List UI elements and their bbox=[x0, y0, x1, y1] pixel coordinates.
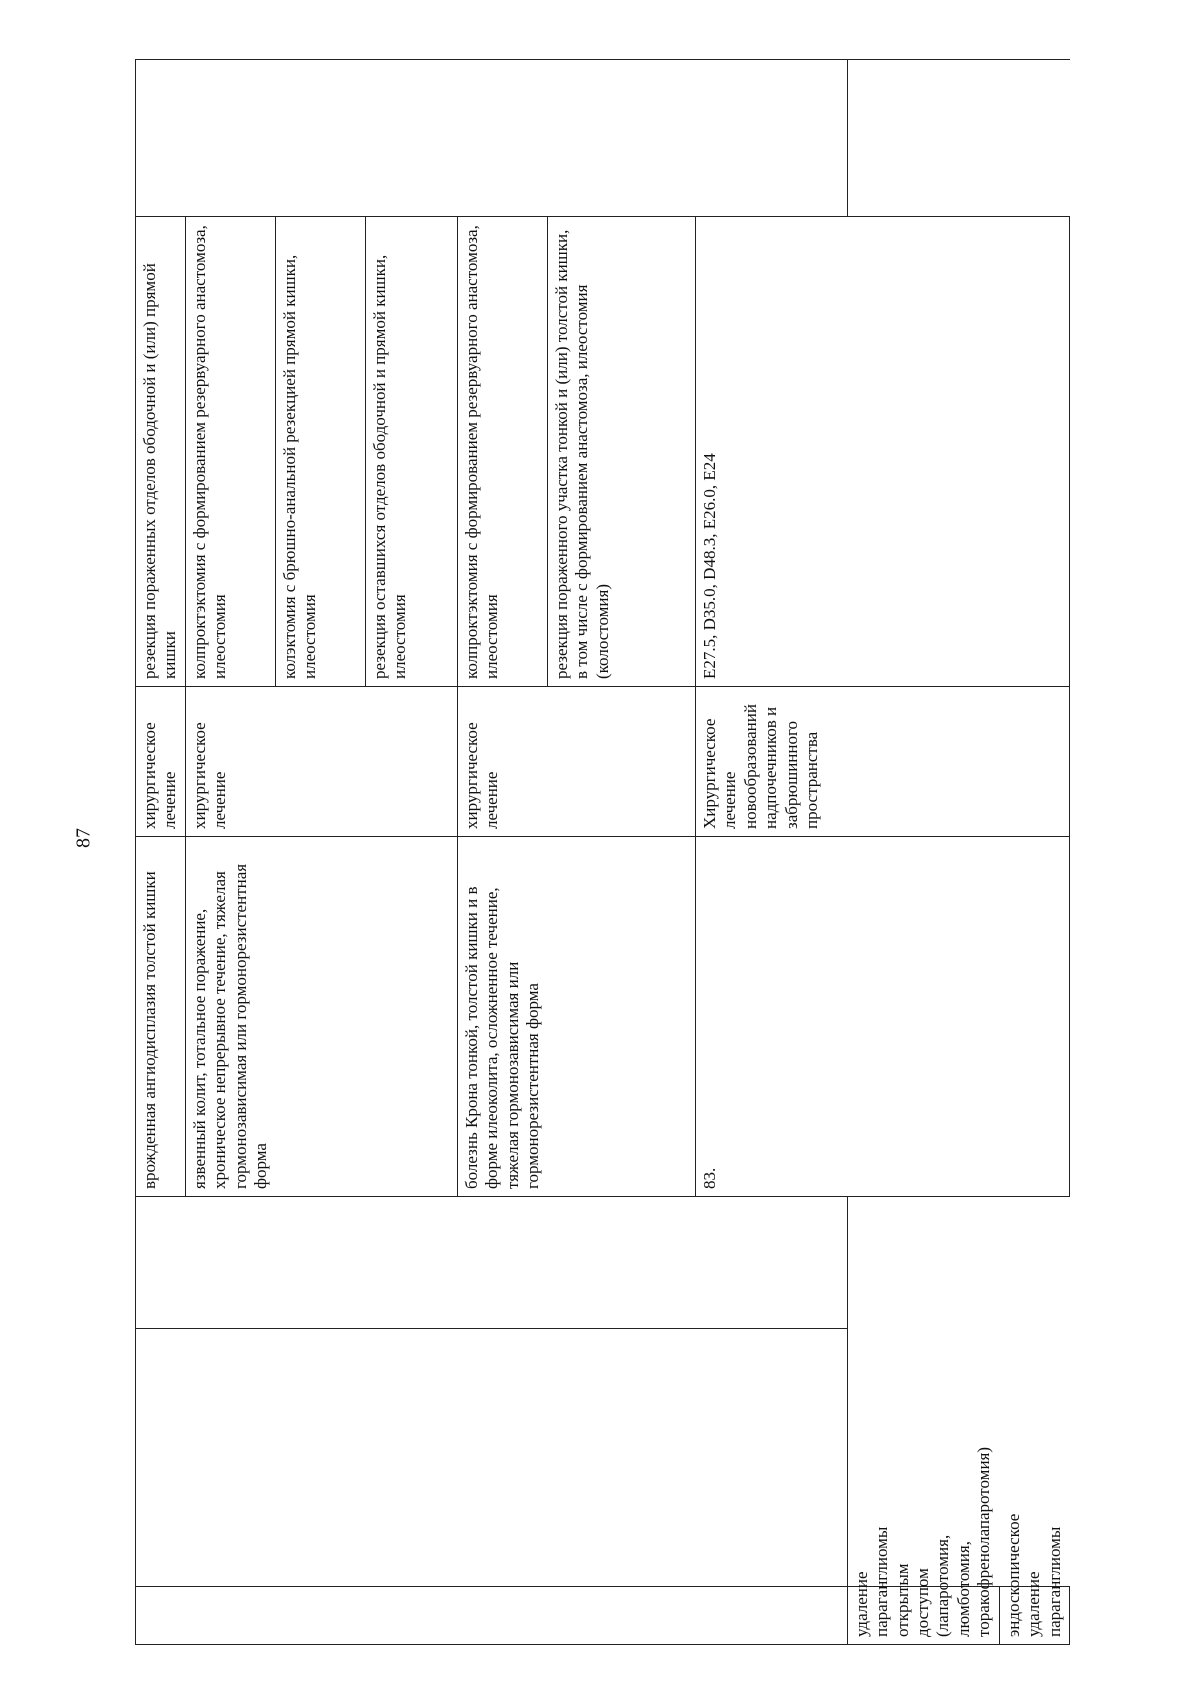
method-cell: эндоскопическое удаление параганглиомы bbox=[999, 1587, 1069, 1645]
method-cell: резекция пораженных отделов ободочной и (или) прямой кишки bbox=[136, 217, 186, 687]
service-name-cell bbox=[136, 1329, 848, 1587]
table-row bbox=[136, 60, 186, 1645]
method-cell: колпроктэктомия с формированием резервуарного анастомоза, илеостомия bbox=[185, 217, 275, 687]
method-cell: колэктомия с брюшно-анальной резекцией прямой кишки, илеостомия bbox=[275, 217, 365, 687]
method-cell: резекция оставшихся отделов ободочной и прямой кишки, илеостомия bbox=[365, 217, 457, 687]
cost-cell bbox=[136, 60, 848, 217]
icd-codes-cell bbox=[136, 1197, 848, 1329]
treatment-cell: хирургическое лечение bbox=[136, 687, 186, 837]
service-name-cell: Хирургическое лечение новообразований надпочечников и забрюшинного пространства bbox=[696, 687, 1070, 837]
treatment-cell: хирургическое лечение bbox=[457, 687, 695, 837]
condition-cell: болезнь Крона тонкой, толстой кишки и в форме илеоколита, осложненное течение, тяжелая гормонозависимая или гормонорезистентная форма bbox=[457, 837, 695, 1197]
icd-codes-cell: E27.5, D35.0, D48.3, E26.0, E24 bbox=[696, 217, 1070, 687]
medical-services-table bbox=[135, 59, 1070, 1645]
method-cell: резекция пораженного участка тонкой и (или) толстой кишки, в том числе с формированием анастомоза, илеостомия (колостомия) bbox=[547, 217, 695, 687]
method-cell: колпроктэктомия с формированием резервуарного анастомоза, илеостомия bbox=[457, 217, 547, 687]
condition-cell: врожденная ангиодисплазия толстой кишки bbox=[136, 837, 186, 1197]
row-number-cell bbox=[136, 1587, 848, 1645]
treatment-cell: хирургическое лечение bbox=[185, 687, 457, 837]
row-number-cell: 83. bbox=[696, 837, 1070, 1197]
condition-cell: язвенный колит, тотальное поражение, хроническое непрерывное течение, тяжелая гормонозависимая или гормонорезистентная форма bbox=[185, 837, 457, 1197]
method-cell: удаление параганглиомы открытым доступом (лапаротомия, люмботомия, торакофренолапаротомия) bbox=[847, 1587, 999, 1645]
page-number: 87 bbox=[72, 828, 95, 848]
rotated-table-container bbox=[135, 60, 1070, 1645]
